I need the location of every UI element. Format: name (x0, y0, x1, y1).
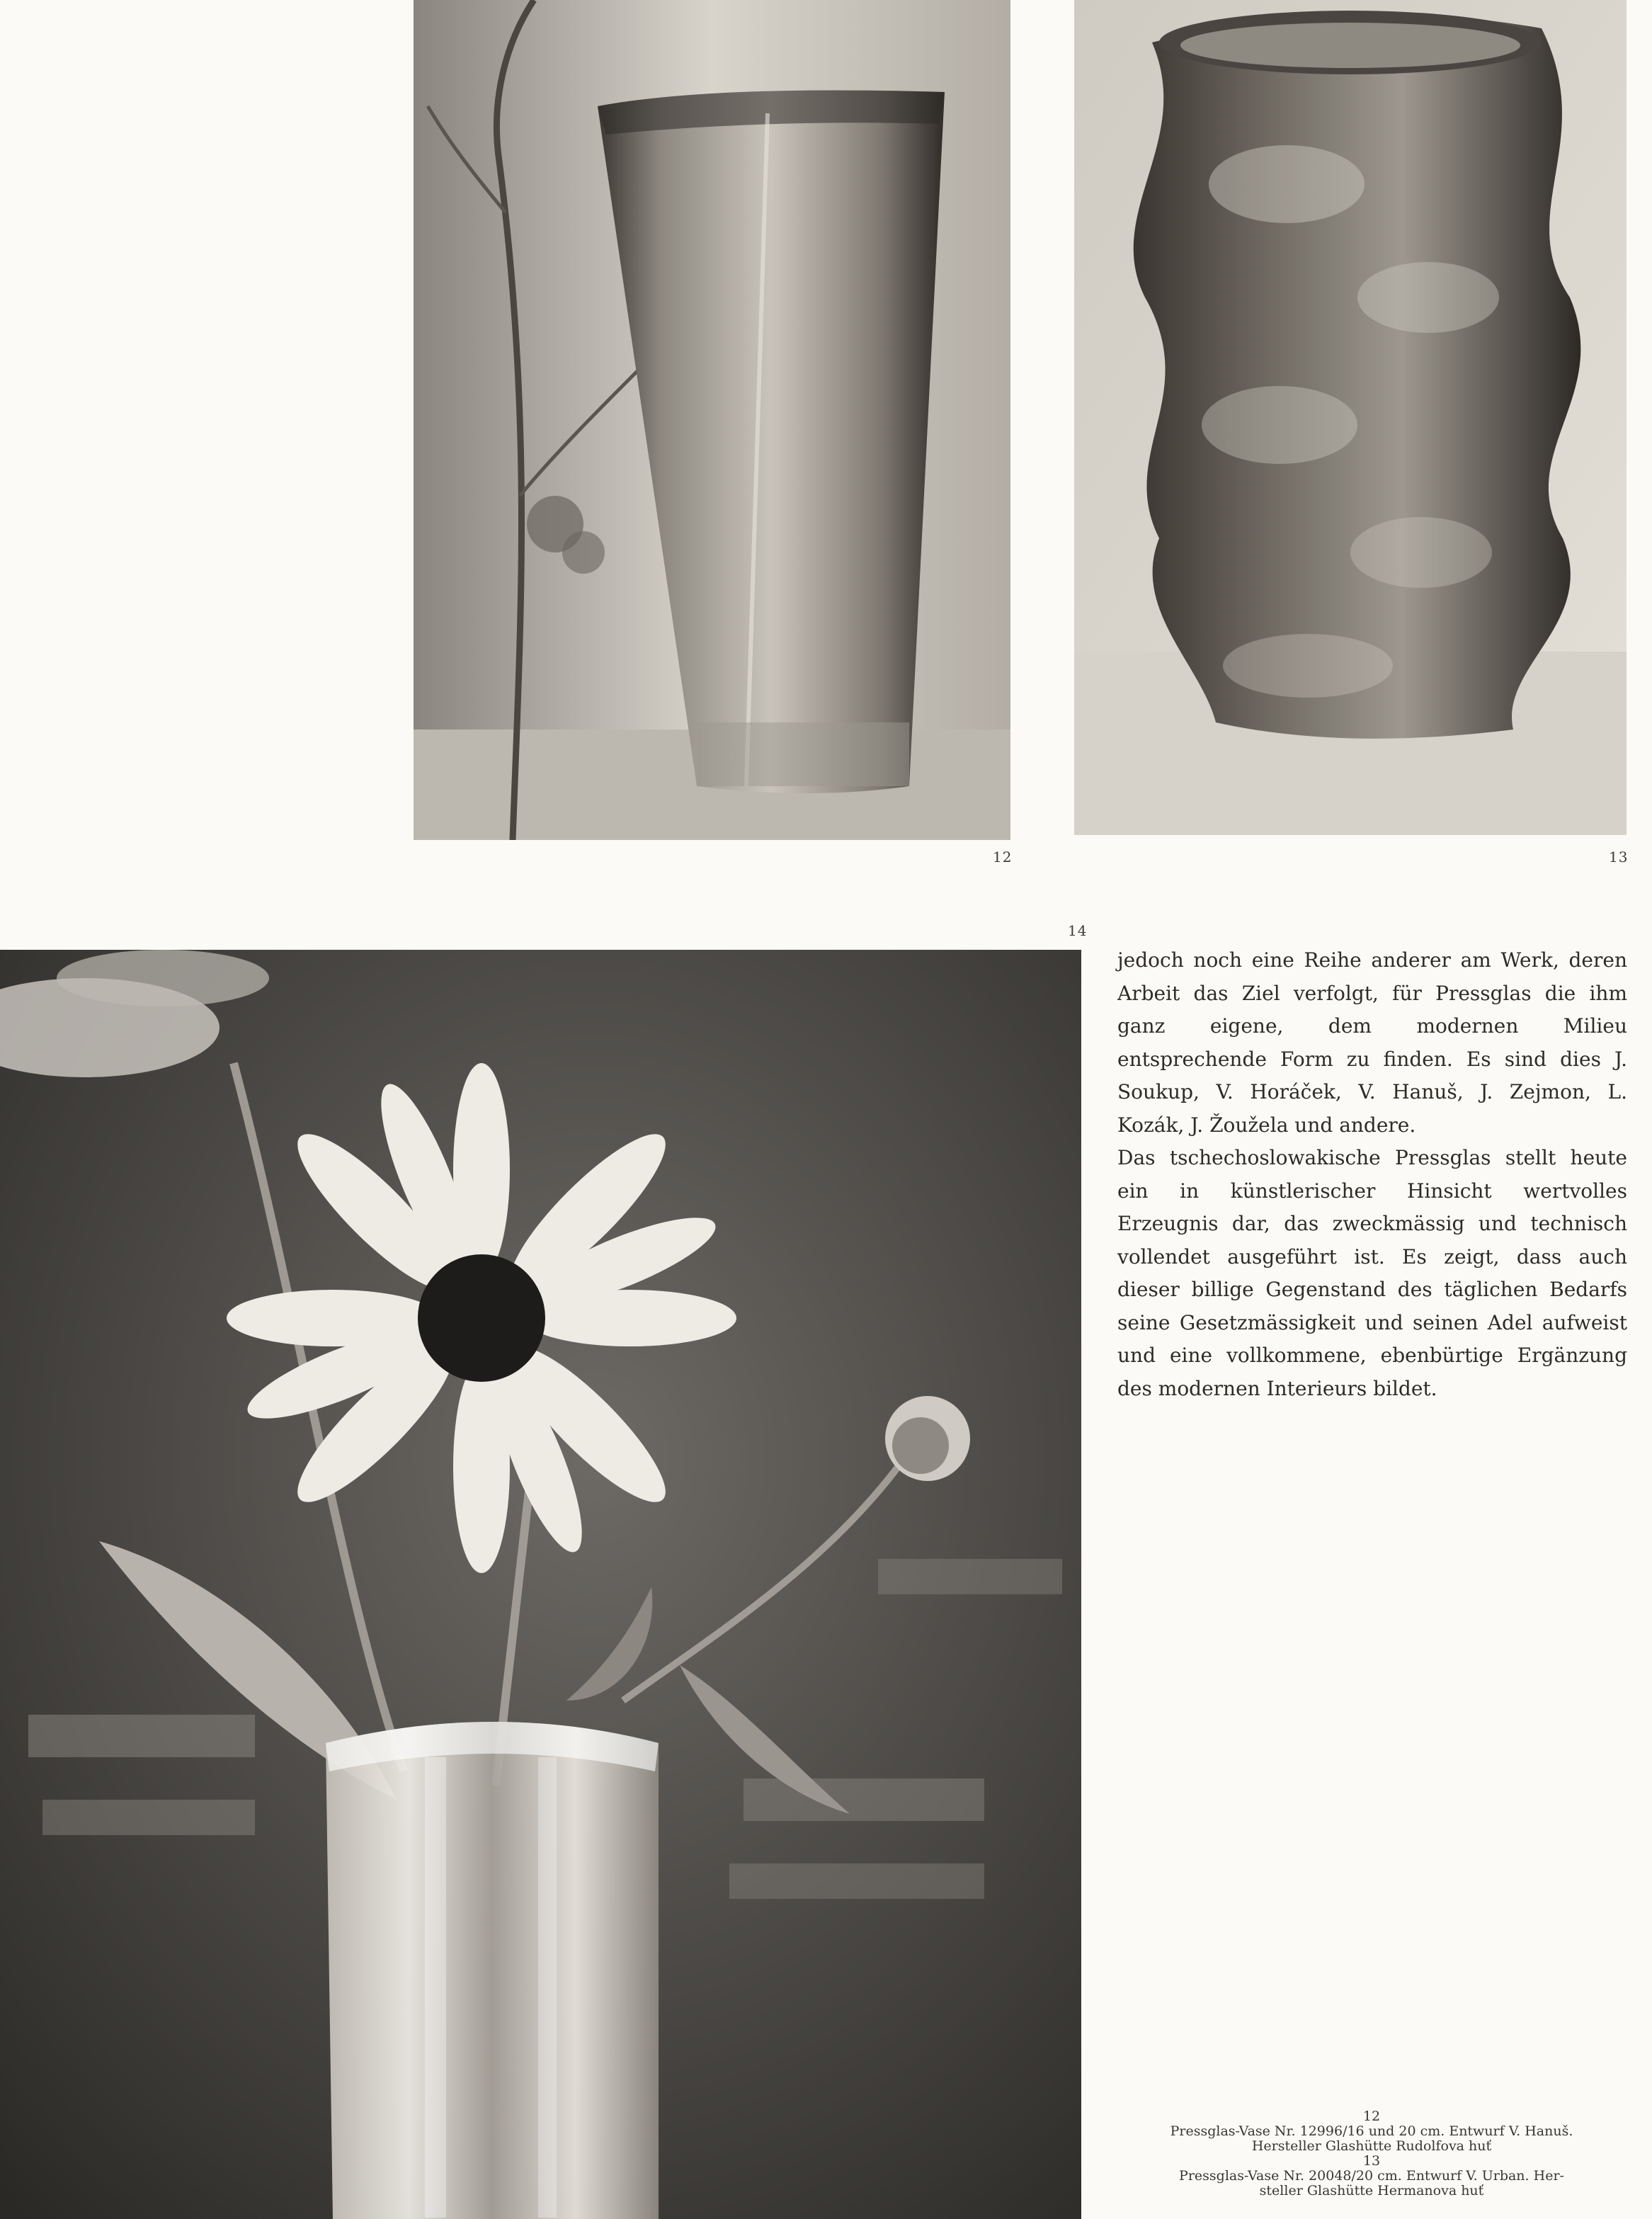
caption-13-line-1: Pressglas-Vase Nr. 20048/20 cm. Entwurf V. Urban. Her- (1179, 2168, 1564, 2184)
caption-12-line-1: Pressglas-Vase Nr. 12996/16 und 20 cm. Entwurf V. Hanuš. (1170, 2123, 1573, 2139)
caption-number-12: 12 (1362, 2109, 1381, 2124)
photo-vase-12 (414, 0, 1010, 840)
vase-13-image (1074, 0, 1627, 835)
caption-number-13: 13 (1362, 2153, 1381, 2169)
photo-flowers-vase-14 (0, 950, 1081, 2219)
figure-number-14: 14 (1068, 922, 1088, 939)
caption-13-line-2: steller Glashütte Hermanova huť (1259, 2183, 1484, 2198)
figure-number-12: 12 (993, 849, 1013, 866)
figure-number-13: 13 (1609, 849, 1629, 866)
vase-12-image (414, 0, 1010, 840)
figure-captions (1113, 2109, 1630, 2198)
body-paragraph-2: Das tschechoslowakische Pressglas stellt heute ein in künstlerischer Hinsicht wertvolles Erzeugnis dar, das zweckmässig und technisch vollendet ausgeführt ist. Es zeigt, dass auch dieser billige Gegenstand des täglichen Bedarfs seine Gesetzmässigkeit und seinen Adel aufweist und eine vollkommene, ebenbürtige Ergänzung des modernen Interieurs bildet. (1117, 1146, 1627, 1400)
body-paragraph-1: jedoch noch eine Reihe anderer am Werk, deren Arbeit das Ziel verfolgt, für Pressglas die ihm ganz eigene, dem modernen Milieu entsprechende Form zu finden. Es sind dies J. Soukup, V. Horáček, V. Hanuš, J. Zejmon, L. Kozák, J. Žoužela und andere. (1117, 948, 1627, 1137)
photo-vase-13 (1074, 0, 1627, 835)
body-text (1117, 944, 1627, 1405)
caption-12-line-2: Hersteller Glashütte Rudolfova huť (1251, 2138, 1492, 2154)
flowers-vase-14-image (0, 950, 1081, 2219)
